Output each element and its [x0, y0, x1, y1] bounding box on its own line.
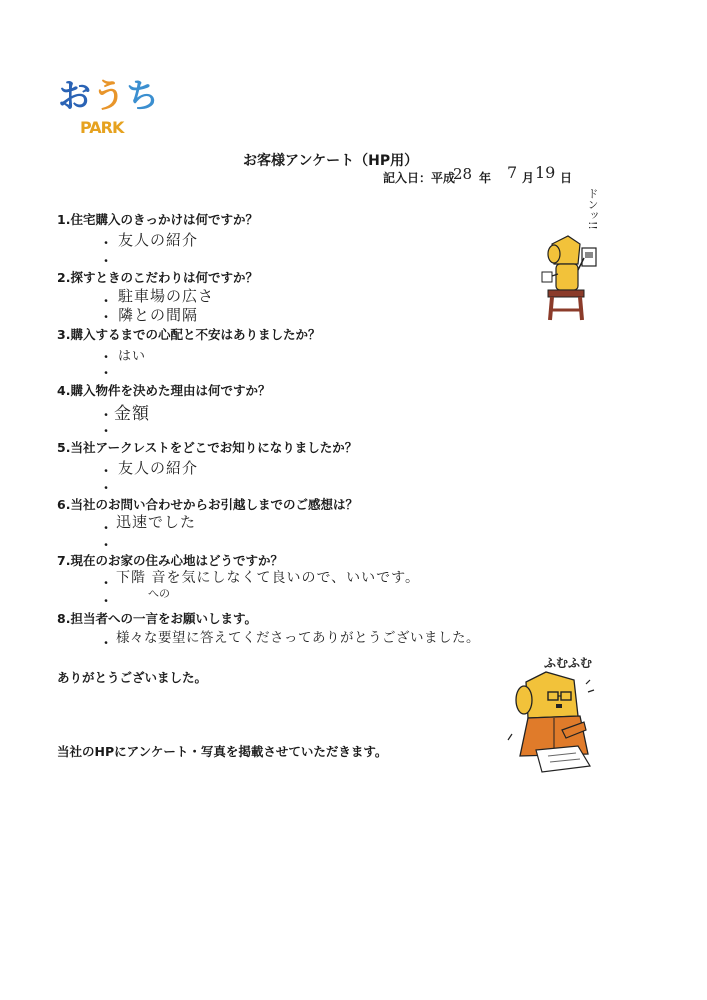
question-8: 8.担当者への一言をお願いします。 [57, 611, 257, 626]
question-4: 4.購入物件を決めた理由は何ですか？ [57, 383, 271, 398]
date-year: 28 [453, 165, 473, 183]
mascot-bottom [498, 654, 608, 784]
date-year-unit: 年 [479, 171, 492, 185]
answer-3-1: はい [118, 349, 147, 364]
bullet: ・ [100, 366, 113, 380]
logo [58, 78, 168, 142]
answer-7-1: 下階 音を気にしなくて良いので、いいです。 [116, 570, 421, 586]
question-2: 2.探すときのこだわりは何ですか？ [57, 270, 258, 285]
question-7: 7.現在のお家の住み心地はどうですか？ [57, 553, 283, 568]
date-month-unit: 月 [522, 171, 535, 185]
question-6: 6.当社のお問い合わせからお引越しまでのご感想は？ [57, 497, 358, 512]
date-day-unit: 日 [560, 171, 573, 185]
bullet: ・ [100, 294, 113, 308]
date-month: 7 [507, 163, 518, 182]
bullet: ・ [100, 576, 113, 590]
answer-4-1: 金額 [114, 404, 150, 424]
bullet: ・ [100, 408, 113, 422]
mascot-bottom-illustration [498, 654, 608, 784]
bullet: ・ [100, 254, 113, 268]
answer-5-1: 友人の紹介 [118, 459, 199, 477]
mascot-top-illustration [528, 188, 608, 328]
bullet: ・ [100, 521, 113, 535]
bullet: ・ [100, 350, 113, 364]
thanks-text: ありがとうございました。 [57, 670, 208, 685]
mascot-bottom-caption: ふむふむ [544, 656, 593, 670]
answer-7-insert: への [148, 587, 170, 600]
answer-6-1: 迅速でした [116, 513, 197, 531]
answer-2-2: 隣との間隔 [118, 306, 199, 324]
bullet: ・ [100, 594, 113, 608]
page-title: お客様アンケート（HP用） [243, 153, 419, 169]
notice-text: 当社のHPにアンケート・写真を掲載させていただきます。 [57, 744, 388, 759]
answer-1-1: 友人の紹介 [118, 231, 199, 249]
question-5: 5.当社アークレストをどこでお知りになりましたか？ [57, 440, 358, 455]
question-3: 3.購入するまでの心配と不安はありましたか？ [57, 327, 321, 342]
date-label: 記入日：平成 [383, 171, 456, 185]
bullet: ・ [100, 236, 113, 250]
question-1: 1.住宅購入のきっかけは何ですか？ [57, 212, 258, 227]
bullet: ・ [100, 538, 113, 552]
date-line [383, 163, 603, 189]
mascot-top [528, 188, 608, 328]
mascot-top-caption: ドンッ!! [586, 188, 599, 230]
bullet: ・ [100, 424, 113, 438]
logo-sub: PARK [80, 118, 124, 137]
bullet: ・ [100, 636, 113, 650]
bullet: ・ [100, 481, 113, 495]
bullet: ・ [100, 464, 113, 478]
answer-2-1: 駐車場の広さ [118, 287, 215, 305]
answer-8-1: 様々な要望に答えてくださってありがとうございました。 [116, 630, 480, 646]
bullet: ・ [100, 310, 113, 324]
date-day: 19 [535, 163, 556, 182]
logo-main: おうち [58, 76, 160, 115]
